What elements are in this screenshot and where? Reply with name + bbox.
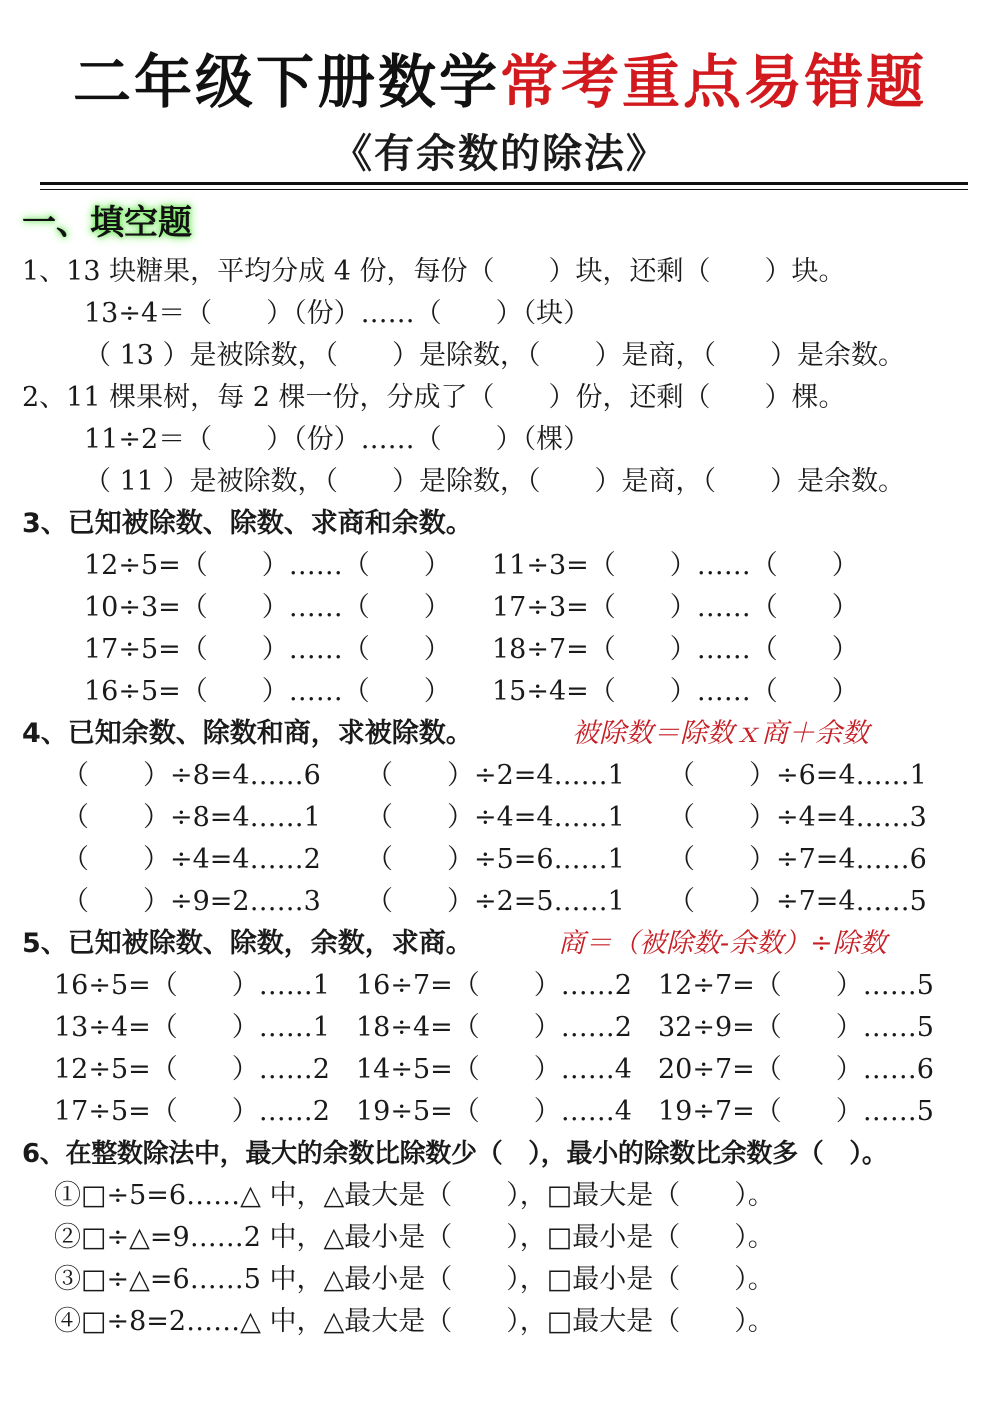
q5-col2-item: 16÷7=（ ）……2 <box>356 970 632 1001</box>
divider-thin <box>40 189 968 190</box>
q4-formula: 被除数＝除数ｘ商＋余数 <box>572 718 869 749</box>
q5-col1-item: 13÷4=（ ）……1 <box>54 1012 330 1043</box>
q3-left-item: 10÷3=（ ）……（ ） <box>84 592 451 623</box>
q5-col1-item: 17÷5=（ ）……2 <box>54 1096 330 1127</box>
q4-heading: 4、已知余数、除数和商，求被除数。 <box>22 718 473 749</box>
title-red-part: 常考重点易错题 <box>500 48 928 116</box>
section-heading: 一、填空题 <box>22 203 192 243</box>
q5-col3-item: 19÷7=（ ）……5 <box>658 1096 934 1127</box>
q1-line1: 1、13 块糖果，平均分成 4 份，每份（ ）块，还剩（ ）块。 <box>22 256 846 287</box>
q6-item: ①□÷5=6……△ 中，△最大是（ ），□最大是（ ）。 <box>54 1180 775 1211</box>
q4-col1-item: （ ）÷4=4……2 <box>62 844 321 875</box>
q3-heading: 3、已知被除数、除数、求商和余数。 <box>22 508 473 539</box>
q4-col3-item: （ ）÷7=4……5 <box>668 886 927 917</box>
q5-col3-item: 20÷7=（ ）……6 <box>658 1054 934 1085</box>
q5-col2-item: 18÷4=（ ）……2 <box>356 1012 632 1043</box>
q3-right-item: 15÷4=（ ）……（ ） <box>492 676 859 707</box>
q4-col2-item: （ ）÷2=5……1 <box>366 886 625 917</box>
q4-col3-item: （ ）÷6=4……1 <box>668 760 927 791</box>
q3-right-item: 18÷7=（ ）……（ ） <box>492 634 859 665</box>
q5-col1-item: 16÷5=（ ）……1 <box>54 970 330 1001</box>
q4-col1-item: （ ）÷8=4……1 <box>62 802 321 833</box>
q5-heading: 5、已知被除数、除数，余数，求商。 <box>22 928 473 959</box>
q3-right-item: 17÷3=（ ）……（ ） <box>492 592 859 623</box>
q6-item: ④□÷8=2……△ 中，△最大是（ ），□最大是（ ）。 <box>54 1306 775 1337</box>
q4-col1-item: （ ）÷8=4……6 <box>62 760 321 791</box>
q5-col3-item: 12÷7=（ ）……5 <box>658 970 934 1001</box>
q4-col3-item: （ ）÷7=4……6 <box>668 844 927 875</box>
q2-line2: 11÷2＝（ ）（份）……（ ）（棵） <box>84 424 591 455</box>
q4-col1-item: （ ）÷9=2……3 <box>62 886 321 917</box>
divider-thick <box>40 182 968 185</box>
q5-formula: 商＝（被除数-余数）÷除数 <box>558 928 887 959</box>
q1-line2: 13÷4＝（ ）（份）……（ ）（块） <box>84 298 591 329</box>
page-subtitle: 《有余数的除法》 <box>332 131 668 177</box>
q3-left-item: 12÷5=（ ）……（ ） <box>84 550 451 581</box>
q6-heading: 6、在整数除法中，最大的余数比除数少（ ），最小的除数比余数多（ ）。 <box>22 1139 888 1169</box>
q4-col2-item: （ ）÷5=6……1 <box>366 844 625 875</box>
q4-col2-item: （ ）÷2=4……1 <box>366 760 625 791</box>
q4-col3-item: （ ）÷4=4……3 <box>668 802 927 833</box>
q3-right-item: 11÷3=（ ）……（ ） <box>492 550 859 581</box>
q2-line3: （ 11 ）是被除数，（ ）是除数，（ ）是商，（ ）是余数。 <box>84 466 906 497</box>
title-black-part: 二年级下册数学 <box>72 48 500 116</box>
q5-col2-item: 19÷5=（ ）……4 <box>356 1096 632 1127</box>
q6-item: ②□÷△=9……2 中，△最小是（ ），□最小是（ ）。 <box>54 1222 775 1253</box>
q2-line1: 2、11 棵果树，每 2 棵一份，分成了（ ）份，还剩（ ）棵。 <box>22 382 846 413</box>
page-title <box>0 42 1000 122</box>
q5-col1-item: 12÷5=（ ）……2 <box>54 1054 330 1085</box>
q5-col3-item: 32÷9=（ ）……5 <box>658 1012 934 1043</box>
q4-col2-item: （ ）÷4=4……1 <box>366 802 625 833</box>
q3-left-item: 16÷5=（ ）……（ ） <box>84 676 451 707</box>
q1-line3: （ 13 ）是被除数，（ ）是除数，（ ）是商，（ ）是余数。 <box>84 340 906 371</box>
q3-left-item: 17÷5=（ ）……（ ） <box>84 634 451 665</box>
q6-item: ③□÷△=6……5 中，△最小是（ ），□最小是（ ）。 <box>54 1264 775 1295</box>
q5-col2-item: 14÷5=（ ）……4 <box>356 1054 632 1085</box>
